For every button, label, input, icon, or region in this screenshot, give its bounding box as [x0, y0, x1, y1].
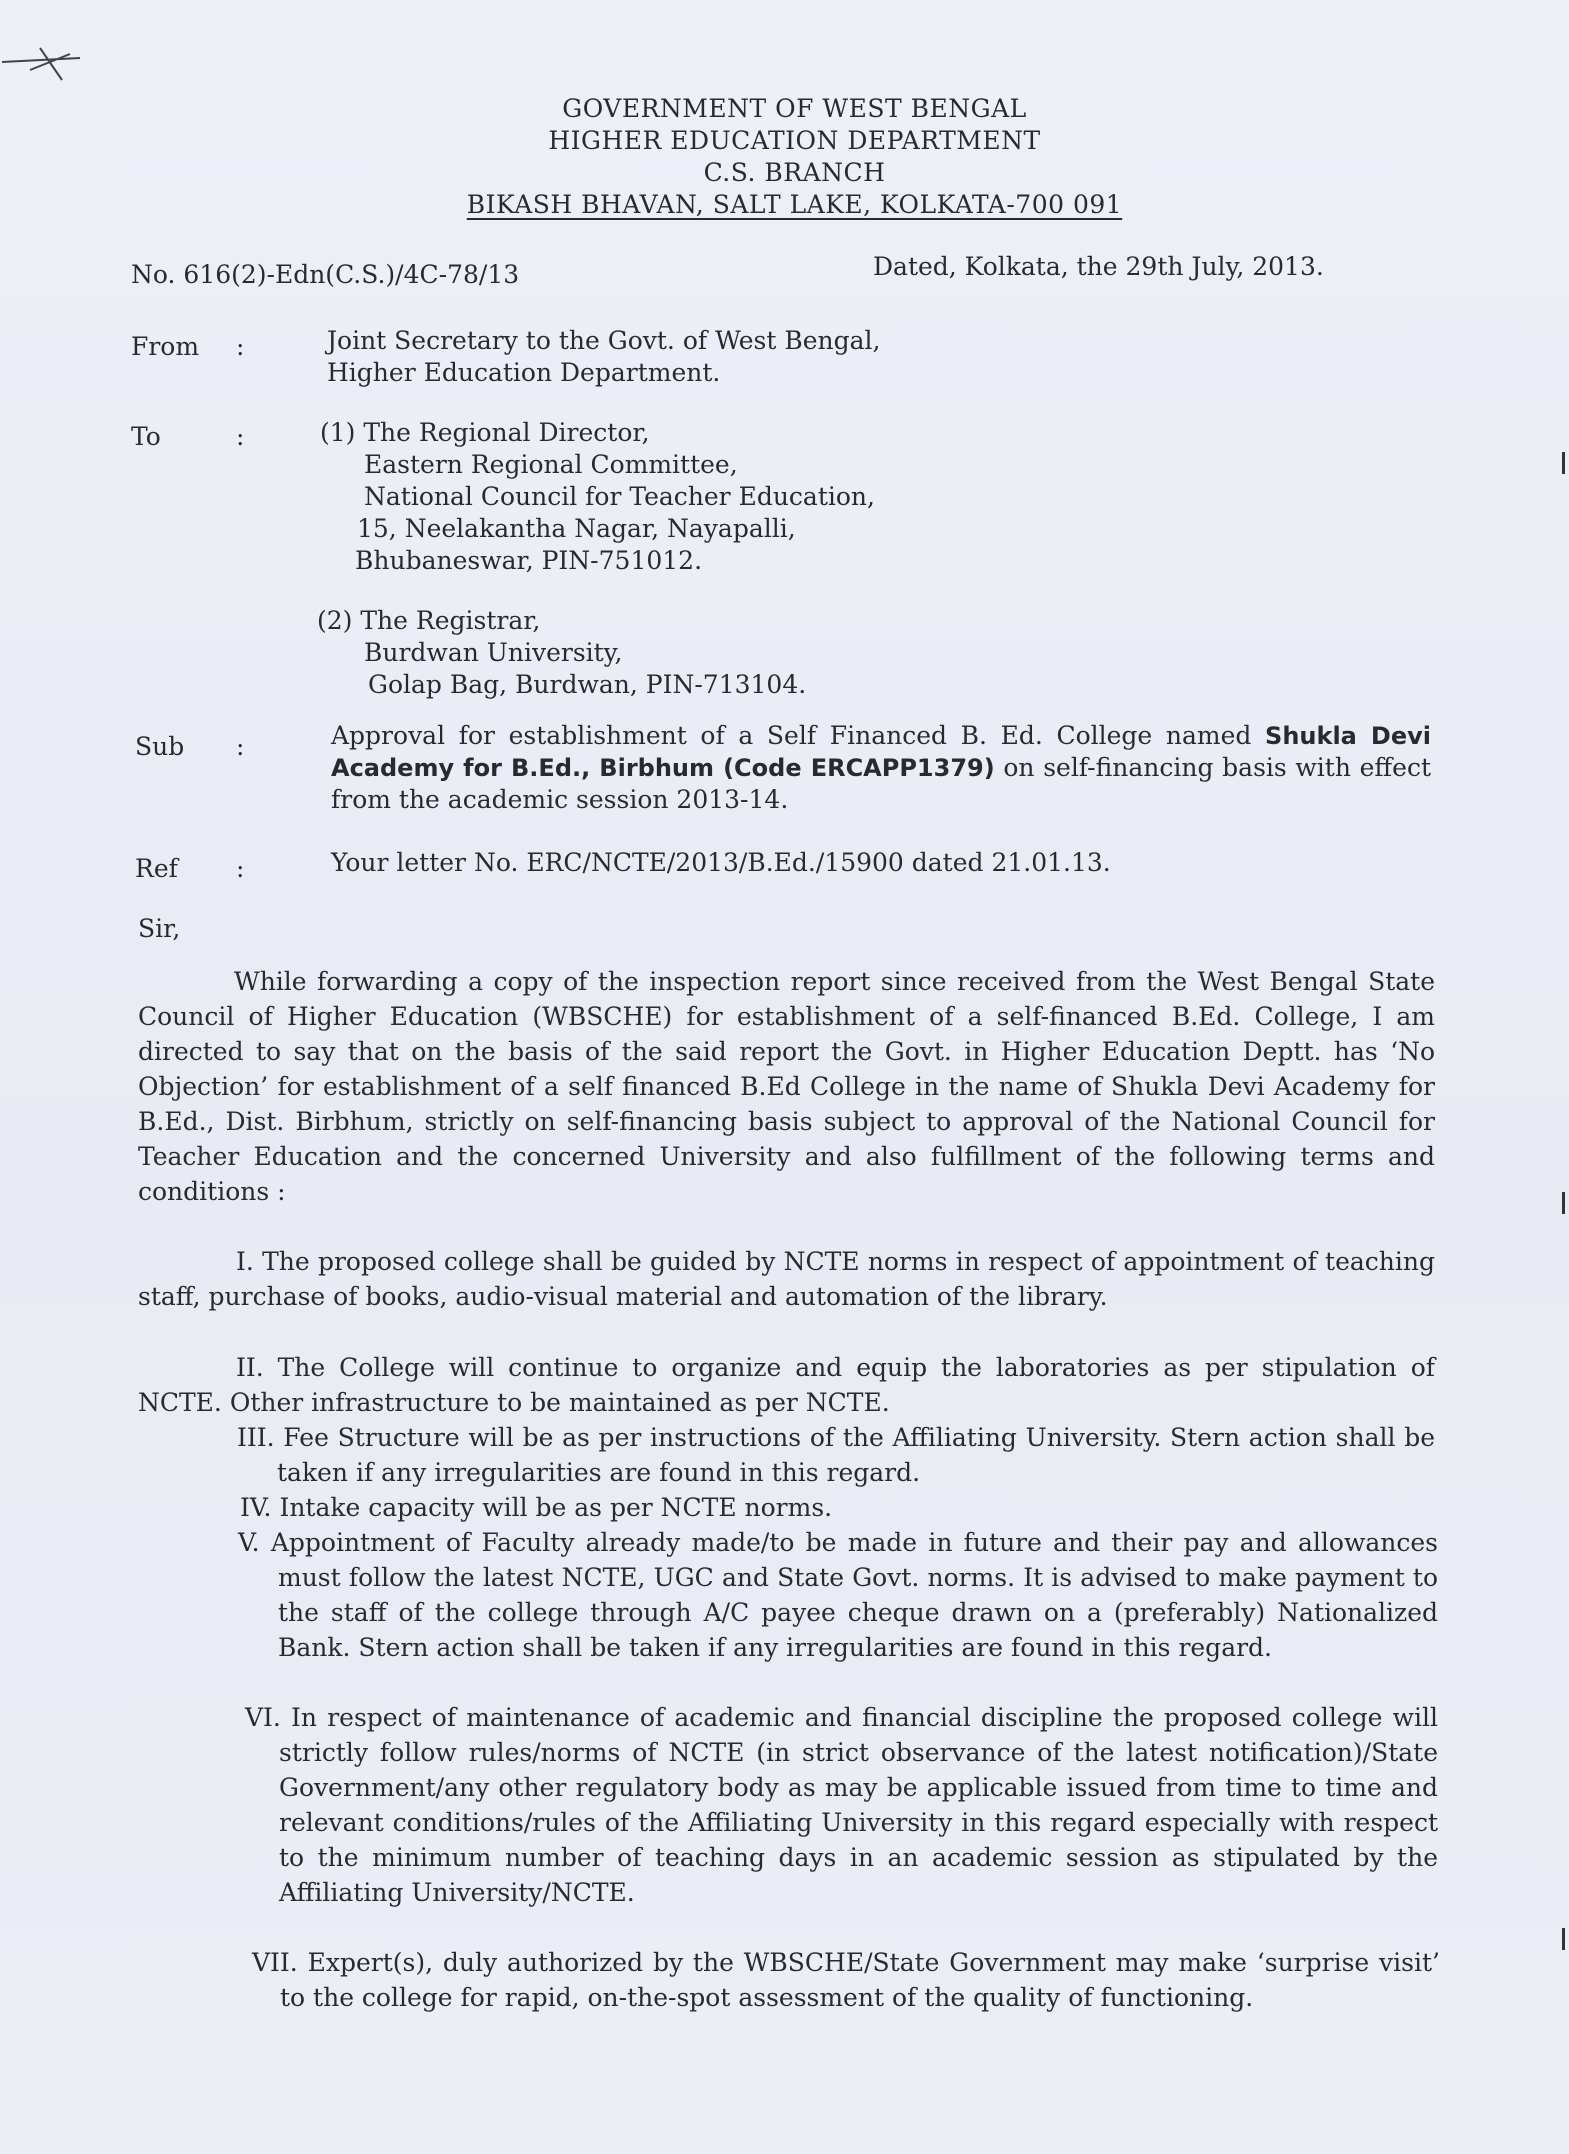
condition-6: VI. In respect of maintenance of academic and financial discipline the proposed college will strictly follow rules/norms of NCTE (in strict observance of the latest notification)/State Government/any other regulatory body as may be applicable issued from time to time and relevant conditions/rules of the Affiliating University in this regard especially with respect to the minimum number of teaching days in an academic session as stipulated by the Affiliating University/NCTE. [245, 1703, 1438, 1907]
from-colon: : [236, 332, 245, 361]
header-department: HIGHER EDUCATION DEPARTMENT [548, 126, 1041, 155]
condition-2: II. The College will continue to organize and equip the laboratories as per stipulation of NCTE. Other infrastructure to be maintained as per NCTE. [138, 1353, 1435, 1417]
condition-3: III. Fee Structure will be as per instructions of the Affiliating University. Stern action shall be taken if any irregularities are found in this regard. [237, 1423, 1435, 1487]
recipient-1-line-4: 15, Neelakantha Nagar, Nayapalli, [357, 514, 796, 543]
from-line-2: Higher Education Department. [327, 358, 721, 387]
ref-colon: : [236, 854, 245, 883]
subject-text [331, 720, 1431, 816]
from-line-1: Joint Secretary to the Govt. of West Bengal, [327, 326, 881, 355]
recipient-1-line-5: Bhubaneswar, PIN-751012. [355, 546, 703, 575]
recipient-1-line-1: (1) The Regional Director, [320, 418, 650, 447]
margin-mark [1562, 1928, 1565, 1950]
subject-college-name: Shukla Devi Academy for B.Ed., Birbhum (Code ERCAPP1379) [331, 722, 1431, 782]
condition-5: V. Appointment of Faculty already made/to be made in future and their pay and allowances must follow the latest NCTE, UGC and State Govt. norms. It is advised to make payment to the staff of the college through A/C payee cheque drawn on a (preferably) Nationalized Bank. Stern action shall be taken if any irregularities are found in this regard. [238, 1528, 1438, 1662]
pen-mark-icon [0, 40, 90, 90]
subject-pre: Approval for establishment of a Self Financed B. Ed. College named [331, 721, 1252, 750]
memo-date: Dated, Kolkata, the 29th July, 2013. [873, 252, 1324, 281]
recipient-2-line-3: Golap Bag, Burdwan, PIN-713104. [368, 670, 807, 699]
ref-label: Ref [135, 854, 178, 883]
margin-mark [1562, 1192, 1565, 1214]
header-address: BIKASH BHAVAN, SALT LAKE, KOLKATA-700 091 [466, 190, 1123, 219]
ref-text: Your letter No. ERC/NCTE/2013/B.Ed./15900 dated 21.01.13. [331, 848, 1111, 877]
header-government: GOVERNMENT OF WEST BENGAL [562, 94, 1027, 123]
to-label: To [131, 422, 161, 451]
from-label: From [131, 332, 200, 361]
condition-7: VII. Expert(s), duly authorized by the WBSCHE/State Government may make ‘surprise visit’ to the college for rapid, on-the-spot assessment of the quality of functioning. [252, 1948, 1440, 2012]
to-colon: : [236, 422, 245, 451]
salutation: Sir, [138, 914, 181, 943]
recipient-2-line-1: (2) The Registrar, [317, 606, 541, 635]
recipient-2-line-2: Burdwan University, [364, 638, 623, 667]
body-paragraph: While forwarding a copy of the inspection report since received from the West Bengal State Council of Higher Education (WBSCHE) for establishment of a self-financed B.Ed. College, I am directed to say that on the basis of the said report the Govt. in Higher Education Deptt. has ‘No Objection’ for establishment of a self financed B.Ed College in the name of Shukla Devi Academy for B.Ed., Dist. Birbhum, strictly on self-financing basis subject to approval of the National Council for Teacher Education and the concerned University and also fulfillment of the following terms and conditions : [138, 967, 1435, 1206]
recipient-1-line-3: National Council for Teacher Education, [364, 482, 875, 511]
margin-mark [1562, 452, 1565, 474]
subject-post: on self-financing basis with effect from the academic session 2013-14. [331, 753, 1431, 814]
recipient-1-line-2: Eastern Regional Committee, [364, 450, 738, 479]
subject-label: Sub [135, 732, 185, 761]
memo-number: No. 616(2)-Edn(C.S.)/4C-78/13 [131, 260, 520, 289]
header-branch: C.S. BRANCH [703, 158, 886, 187]
condition-4: IV. Intake capacity will be as per NCTE norms. [240, 1493, 833, 1522]
condition-1: I. The proposed college shall be guided by NCTE norms in respect of appointment of teaching staff, purchase of books, audio-visual material and automation of the library. [138, 1247, 1435, 1311]
subject-colon: : [236, 732, 245, 761]
